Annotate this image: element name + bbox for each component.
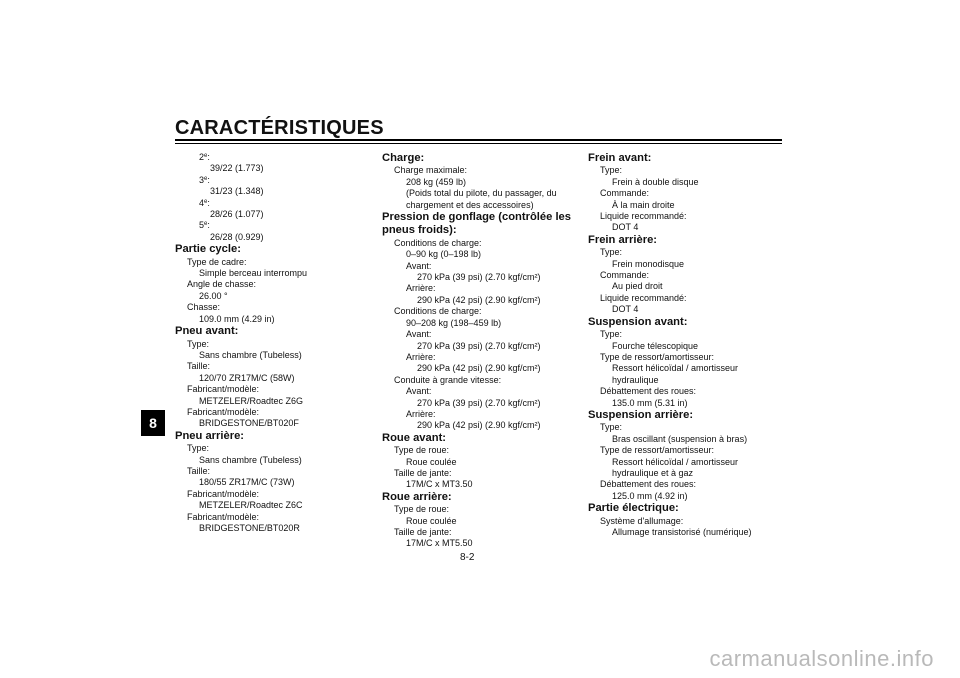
spec-text: Taille de jante: <box>394 467 452 478</box>
spec-text: hydraulique <box>612 374 659 385</box>
spec-value <box>382 341 582 352</box>
section-heading <box>382 211 582 224</box>
spec-value <box>382 249 582 260</box>
spec-column-1 <box>175 152 375 534</box>
spec-value <box>382 398 582 409</box>
spec-value <box>382 261 582 272</box>
spec-value <box>175 418 375 429</box>
spec-text: Ressort hélicoïdal / amortisseur <box>612 456 739 467</box>
spec-value <box>175 186 375 197</box>
spec-label <box>175 339 375 350</box>
spec-label <box>588 352 788 363</box>
page-title: CARACTÉRISTIQUES <box>175 117 384 139</box>
spec-text: Système d'allumage: <box>600 515 684 526</box>
section-heading <box>588 152 788 165</box>
spec-text: Chasse: <box>187 302 221 313</box>
spec-text: Commande: <box>600 270 650 281</box>
section-heading <box>588 234 788 247</box>
spec-text: 26/28 (0.929) <box>210 231 264 242</box>
spec-text: 4 <box>199 197 205 208</box>
spec-text: Roue coulée <box>406 456 457 467</box>
spec-value <box>382 318 582 329</box>
spec-text: Avant: <box>406 260 432 271</box>
spec-text: À la main droite <box>612 199 675 210</box>
spec-text: Taille: <box>187 361 211 372</box>
spec-text: 3 <box>199 174 205 185</box>
spec-value <box>382 420 582 431</box>
spec-text: Type de roue: <box>394 445 450 456</box>
spec-text: Partie électrique: <box>588 502 679 515</box>
spec-text: DOT 4 <box>612 222 639 233</box>
spec-colon: : <box>207 174 210 185</box>
page-number: 8-2 <box>460 552 475 563</box>
spec-label <box>588 386 788 397</box>
section-heading <box>588 502 788 515</box>
spec-text: 270 kPa (39 psi) (2.70 kgf/cm²) <box>417 397 541 408</box>
ordinal-superscript: e <box>204 175 208 182</box>
spec-text: hydraulique et à gaz <box>612 467 694 478</box>
spec-value <box>382 283 582 294</box>
spec-label <box>588 479 788 490</box>
spec-colon: : <box>207 152 210 162</box>
spec-text: Angle de chasse: <box>187 279 257 290</box>
spec-label <box>175 443 375 454</box>
spec-value <box>588 468 788 479</box>
spec-text: 290 kPa (42 psi) (2.90 kgf/cm²) <box>417 420 541 431</box>
spec-column-2 <box>382 152 582 550</box>
spec-label <box>382 306 582 317</box>
spec-label <box>382 527 582 538</box>
spec-text: 17M/C x MT5.50 <box>406 538 473 549</box>
spec-value <box>175 268 375 279</box>
ordinal-superscript: e <box>204 221 208 228</box>
spec-text: 290 kPa (42 psi) (2.90 kgf/cm²) <box>417 363 541 374</box>
spec-text: Type: <box>600 247 623 258</box>
spec-label <box>382 445 582 456</box>
spec-text: chargement et des accessoires) <box>406 199 534 210</box>
section-heading <box>588 409 788 422</box>
spec-label <box>175 407 375 418</box>
spec-text: Ressort hélicoïdal / amortisseur <box>612 363 739 374</box>
spec-value <box>382 188 582 199</box>
watermark: carmanualsonline.info <box>709 646 934 671</box>
spec-label <box>588 247 788 258</box>
spec-text: Au pied droit <box>612 281 663 292</box>
spec-text: Arrière: <box>406 408 436 419</box>
spec-text: Type de roue: <box>394 504 450 515</box>
spec-text: Taille: <box>187 465 211 476</box>
spec-text: Bras oscillant (suspension à bras) <box>612 433 748 444</box>
spec-text: 290 kPa (42 psi) (2.90 kgf/cm²) <box>417 294 541 305</box>
spec-text: 208 kg (459 lb) <box>406 176 467 187</box>
section-heading <box>175 243 375 256</box>
spec-label <box>382 375 582 386</box>
spec-value <box>175 198 375 209</box>
spec-text: Frein monodisque <box>612 258 685 269</box>
ordinal-superscript: e <box>204 198 208 205</box>
spec-text: Type de cadre: <box>187 256 247 267</box>
spec-value <box>175 477 375 488</box>
spec-text: Liquide recommandé: <box>600 211 687 222</box>
spec-text: Pneu arrière: <box>175 429 245 442</box>
spec-text: Taille de jante: <box>394 527 452 537</box>
spec-text: Fabricant/modèle: <box>187 488 260 499</box>
spec-colon: : <box>207 220 210 231</box>
spec-text: METZELER/Roadtec Z6G <box>199 395 304 406</box>
spec-text: Pression de gonflage (contrôlée les <box>382 211 571 224</box>
spec-text: Frein arrière: <box>588 233 658 246</box>
spec-label <box>588 516 788 527</box>
spec-value <box>588 434 788 445</box>
spec-text: Type: <box>600 329 623 340</box>
spec-value <box>175 163 375 174</box>
spec-label <box>175 279 375 290</box>
spec-text: Type: <box>187 338 210 349</box>
spec-label <box>588 165 788 176</box>
spec-value <box>175 152 375 163</box>
spec-text: 2 <box>199 152 205 162</box>
spec-text: Fabricant/modèle: <box>187 384 260 395</box>
spec-value <box>382 363 582 374</box>
spec-text: 28/26 (1.077) <box>210 209 264 220</box>
spec-text: 120/70 ZR17M/C (58W) <box>199 372 295 383</box>
spec-label <box>588 422 788 433</box>
spec-text: (Poids total du pilote, du passager, du <box>406 188 557 199</box>
spec-text: Arrière: <box>406 351 436 362</box>
spec-label <box>175 489 375 500</box>
spec-text: Partie cycle: <box>175 243 241 256</box>
spec-value <box>382 272 582 283</box>
spec-text: Conditions de charge: <box>394 237 482 248</box>
spec-value <box>382 352 582 363</box>
spec-value <box>175 373 375 384</box>
spec-value <box>382 516 582 527</box>
spec-text: Frein avant: <box>588 152 652 164</box>
spec-value <box>175 291 375 302</box>
spec-label <box>588 293 788 304</box>
spec-label <box>175 384 375 395</box>
chapter-tab: 8 <box>141 410 165 436</box>
spec-value <box>588 491 788 502</box>
spec-text: BRIDGESTONE/BT020R <box>199 523 300 533</box>
spec-value <box>588 398 788 409</box>
spec-text: Type de ressort/amortisseur: <box>600 445 715 456</box>
spec-text: Suspension avant: <box>588 315 688 328</box>
spec-text: Roue coulée <box>406 515 457 526</box>
spec-text: Simple berceau interrompu <box>199 268 308 279</box>
spec-text: Charge maximale: <box>394 165 468 176</box>
spec-value <box>588 363 788 374</box>
spec-text: Avant: <box>406 386 432 397</box>
spec-value <box>588 457 788 468</box>
ordinal-superscript: e <box>204 153 208 159</box>
spec-label <box>588 445 788 456</box>
spec-value <box>382 200 582 211</box>
spec-value <box>588 200 788 211</box>
spec-value <box>588 341 788 352</box>
spec-label <box>175 361 375 372</box>
spec-text: Roue avant: <box>382 431 447 444</box>
spec-value <box>588 259 788 270</box>
spec-text: Fabricant/modèle: <box>187 406 260 417</box>
spec-text: Sans chambre (Tubeless) <box>199 454 302 465</box>
spec-value <box>588 222 788 233</box>
title-rule-thin <box>175 143 782 144</box>
spec-text: 26.00 ° <box>199 290 228 301</box>
spec-value <box>382 409 582 420</box>
spec-value <box>175 209 375 220</box>
spec-text: Conduite à grande vitesse: <box>394 374 502 385</box>
spec-value <box>175 232 375 243</box>
spec-text: Avant: <box>406 329 432 340</box>
spec-value <box>175 523 375 534</box>
spec-text: Débattement des roues: <box>600 386 697 397</box>
spec-value <box>588 281 788 292</box>
spec-text: Pneu avant: <box>175 325 239 338</box>
spec-label <box>382 238 582 249</box>
spec-text: METZELER/Roadtec Z6C <box>199 500 303 511</box>
spec-value <box>382 386 582 397</box>
spec-text: Sans chambre (Tubeless) <box>199 349 302 360</box>
spec-text: Commande: <box>600 188 650 199</box>
spec-value <box>175 350 375 361</box>
section-heading <box>382 152 582 165</box>
spec-text: Fourche télescopique <box>612 340 699 351</box>
spec-text: Débattement des roues: <box>600 479 697 490</box>
spec-text: Frein à double disque <box>612 176 699 187</box>
spec-label <box>588 188 788 199</box>
spec-column-3 <box>588 152 788 538</box>
spec-text: Type: <box>187 443 210 454</box>
section-heading <box>175 325 375 338</box>
spec-value <box>588 304 788 315</box>
spec-text: 5 <box>199 220 205 231</box>
spec-text: 125.0 mm (4.92 in) <box>612 490 688 501</box>
spec-value <box>175 314 375 325</box>
section-heading <box>382 491 582 504</box>
spec-text: BRIDGESTONE/BT020F <box>199 418 299 429</box>
spec-value <box>382 329 582 340</box>
spec-label <box>382 165 582 176</box>
spec-text: Fabricant/modèle: <box>187 511 260 522</box>
section-heading <box>588 316 788 329</box>
section-heading <box>382 432 582 445</box>
spec-value <box>175 396 375 407</box>
spec-value <box>382 457 582 468</box>
spec-value <box>175 455 375 466</box>
spec-label <box>588 270 788 281</box>
spec-text: DOT 4 <box>612 304 639 315</box>
spec-text: Type: <box>600 165 623 176</box>
spec-text: Charge: <box>382 152 425 164</box>
spec-text: pneus froids): <box>382 224 457 237</box>
spec-text: Allumage transistorisé (numérique) <box>612 527 752 537</box>
spec-label <box>588 211 788 222</box>
spec-text: Arrière: <box>406 283 436 294</box>
spec-value <box>175 175 375 186</box>
spec-text: Liquide recommandé: <box>600 292 687 303</box>
spec-value <box>382 538 582 549</box>
section-heading <box>175 430 375 443</box>
spec-text: 39/22 (1.773) <box>210 163 264 174</box>
spec-text: 135.0 mm (5.31 in) <box>612 397 688 408</box>
section-heading <box>382 224 582 237</box>
spec-colon: : <box>207 197 210 208</box>
spec-text: 17M/C x MT3.50 <box>406 479 473 490</box>
spec-value <box>382 177 582 188</box>
spec-value <box>382 479 582 490</box>
spec-text: 270 kPa (39 psi) (2.70 kgf/cm²) <box>417 340 541 351</box>
spec-value <box>588 375 788 386</box>
spec-text: Suspension arrière: <box>588 408 694 421</box>
spec-label <box>175 257 375 268</box>
spec-label <box>382 468 582 479</box>
spec-label <box>175 512 375 523</box>
spec-label <box>175 466 375 477</box>
spec-text: Roue arrière: <box>382 490 452 503</box>
spec-text: 31/23 (1.348) <box>210 186 264 197</box>
spec-text: 109.0 mm (4.29 in) <box>199 313 275 324</box>
spec-text: 270 kPa (39 psi) (2.70 kgf/cm²) <box>417 272 541 283</box>
spec-text: 180/55 ZR17M/C (73W) <box>199 477 295 488</box>
spec-text: Conditions de charge: <box>394 306 482 317</box>
spec-text: 0–90 kg (0–198 lb) <box>406 249 482 260</box>
spec-value <box>382 295 582 306</box>
spec-value <box>588 527 788 538</box>
spec-value <box>175 500 375 511</box>
spec-text: 90–208 kg (198–459 lb) <box>406 317 502 328</box>
spec-value <box>175 220 375 231</box>
title-rule-thick <box>175 139 782 141</box>
spec-value <box>588 177 788 188</box>
spec-label <box>588 329 788 340</box>
spec-label <box>175 302 375 313</box>
spec-text: Type de ressort/amortisseur: <box>600 351 715 362</box>
spec-text: Type: <box>600 422 623 433</box>
spec-label <box>382 504 582 515</box>
